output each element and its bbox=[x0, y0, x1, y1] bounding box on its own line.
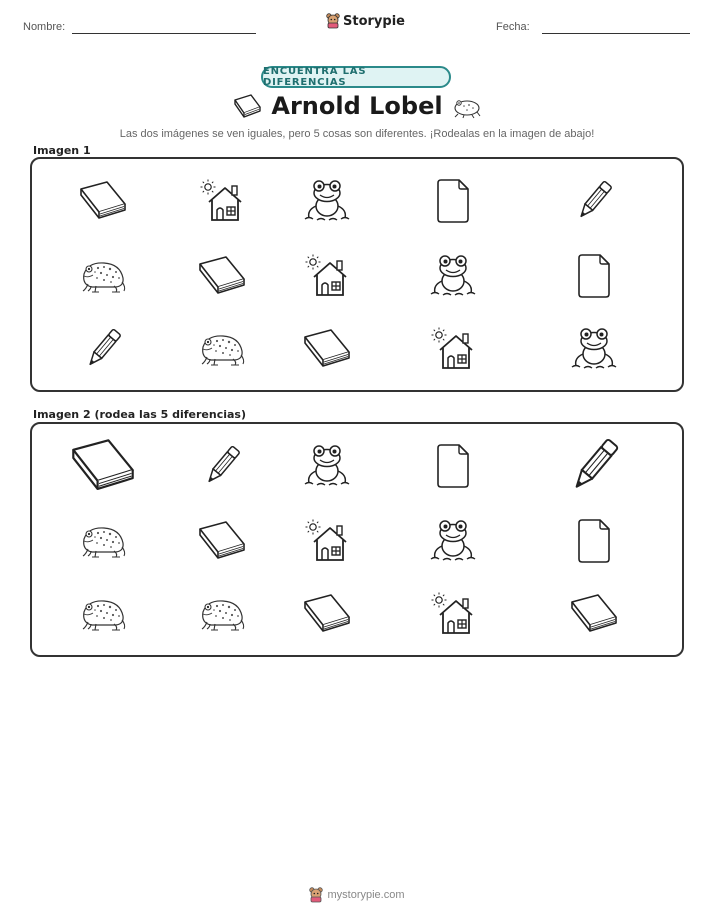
house-icon bbox=[418, 319, 488, 379]
toad-icon bbox=[68, 246, 138, 306]
image1-label: Imagen 1 bbox=[33, 144, 91, 157]
book-icon[interactable] bbox=[559, 584, 629, 644]
name-field[interactable] bbox=[72, 33, 256, 34]
frog-icon bbox=[292, 171, 362, 231]
image1-panel bbox=[30, 157, 684, 392]
image2-panel[interactable] bbox=[30, 422, 684, 657]
house-icon bbox=[187, 171, 257, 231]
frog-icon[interactable] bbox=[292, 436, 362, 496]
toad-icon bbox=[187, 319, 257, 379]
toad-icon[interactable] bbox=[187, 584, 257, 644]
page-icon[interactable] bbox=[559, 511, 629, 571]
date-label: Fecha: bbox=[496, 21, 530, 33]
toad-icon bbox=[452, 95, 482, 119]
name-label: Nombre: bbox=[23, 21, 66, 33]
house-icon[interactable] bbox=[418, 584, 488, 644]
pencil-icon bbox=[559, 171, 629, 231]
book-icon[interactable] bbox=[187, 511, 257, 571]
page-icon bbox=[418, 171, 488, 231]
pencil-icon[interactable] bbox=[559, 436, 629, 496]
date-field[interactable] bbox=[542, 33, 690, 34]
house-icon[interactable] bbox=[292, 511, 362, 571]
bear-icon bbox=[326, 13, 340, 29]
frog-icon bbox=[559, 319, 629, 379]
pencil-icon bbox=[68, 319, 138, 379]
book-icon bbox=[187, 246, 257, 306]
activity-badge: ENCUENTRA LAS DIFERENCIAS bbox=[261, 66, 451, 88]
bear-icon bbox=[309, 887, 323, 903]
page-icon[interactable] bbox=[418, 436, 488, 496]
book-icon[interactable] bbox=[292, 584, 362, 644]
pencil-icon[interactable] bbox=[187, 436, 257, 496]
brand-logo bbox=[326, 13, 405, 29]
book-icon bbox=[68, 171, 138, 231]
brand-name: Storypie bbox=[343, 13, 405, 29]
book-icon[interactable] bbox=[68, 436, 138, 496]
page-icon bbox=[559, 246, 629, 306]
footer-url: mystorypie.com bbox=[327, 889, 405, 901]
book-icon bbox=[292, 319, 362, 379]
page-title: Arnold Lobel bbox=[271, 92, 443, 120]
image2-label: Imagen 2 (rodea las 5 diferencias) bbox=[33, 408, 247, 421]
footer bbox=[0, 887, 714, 903]
frog-icon bbox=[418, 246, 488, 306]
house-icon bbox=[292, 246, 362, 306]
instructions-text: Las dos imágenes se ven iguales, pero 5 cosas son diferentes. ¡Rodealas en la imagen de abajo! bbox=[119, 128, 595, 140]
frog-icon[interactable] bbox=[418, 511, 488, 571]
toad-icon[interactable] bbox=[68, 584, 138, 644]
toad-icon[interactable] bbox=[68, 511, 138, 571]
